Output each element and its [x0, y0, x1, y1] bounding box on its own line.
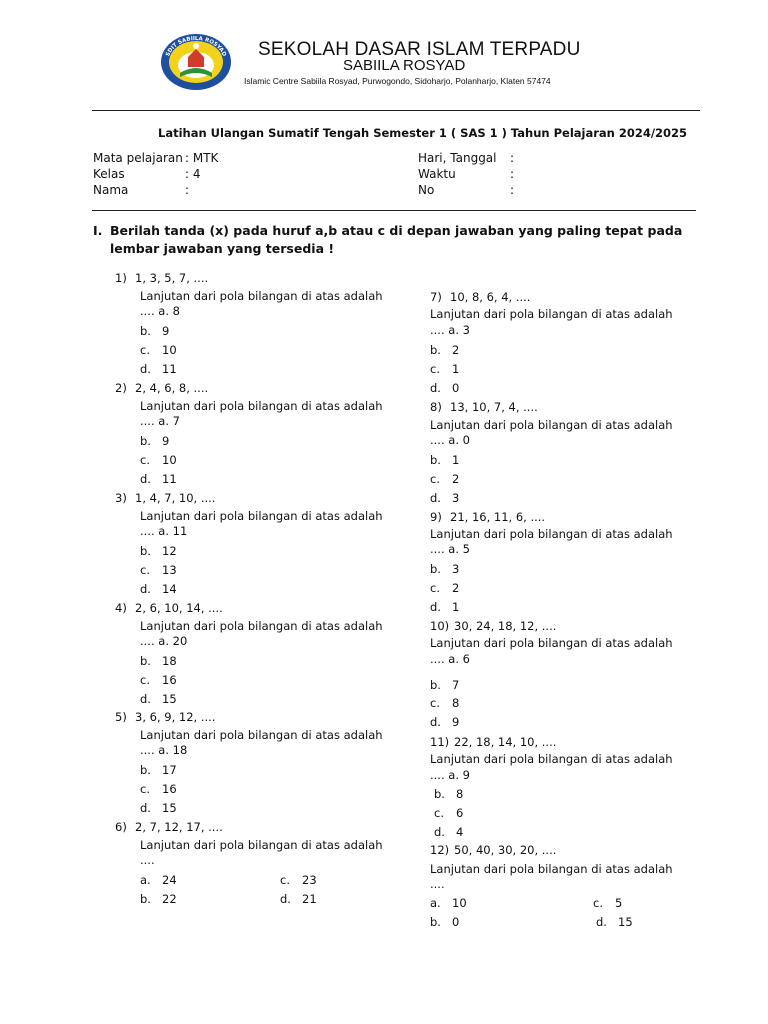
- question-text: Lanjutan dari pola bilangan di atas adalah: [430, 752, 673, 766]
- option-letter: c.: [430, 362, 440, 376]
- question-text: Lanjutan dari pola bilangan di atas adalah: [430, 862, 673, 876]
- info-value-subject: : MTK: [185, 151, 219, 165]
- question-number: 4): [115, 601, 127, 615]
- option-letter: b.: [140, 544, 151, 558]
- option-value: 16: [162, 673, 177, 687]
- question-continuation: .... a. 20: [140, 634, 188, 648]
- school-logo: [160, 33, 232, 91]
- option-value: 9: [162, 324, 170, 338]
- option-letter: c.: [430, 696, 440, 710]
- option-value: 18: [162, 654, 177, 668]
- option-letter: c.: [430, 581, 440, 595]
- question-text: Lanjutan dari pola bilangan di atas adalah: [140, 399, 383, 413]
- question-continuation: ....: [140, 853, 155, 867]
- question-continuation: .... a. 18: [140, 743, 188, 757]
- question-continuation: .... a. 7: [140, 414, 180, 428]
- option-letter: b.: [140, 763, 151, 777]
- info-label-date: Hari, Tanggal: [418, 151, 497, 165]
- question-continuation: .... a. 5: [430, 542, 470, 556]
- question-sequence: 2, 6, 10, 14, ....: [135, 601, 223, 615]
- question-number: 10): [430, 619, 450, 633]
- option-value: 12: [162, 544, 177, 558]
- option-letter: d.: [280, 892, 291, 906]
- info-label-class: Kelas: [93, 167, 125, 181]
- option-value: 1: [452, 453, 460, 467]
- header-divider: [92, 110, 700, 111]
- school-address: Islamic Centre Sabiila Rosyad, Purwogondo, Sidoharjo, Polanharjo, Klaten 57474: [244, 76, 551, 86]
- question-sequence: 50, 40, 30, 20, ....: [454, 843, 557, 857]
- question-text: Lanjutan dari pola bilangan di atas adalah: [430, 636, 673, 650]
- option-value: 8: [456, 787, 464, 801]
- info-label-time: Waktu: [418, 167, 456, 181]
- option-letter: c.: [593, 896, 603, 910]
- option-value: 2: [452, 343, 460, 357]
- option-value: 13: [162, 563, 177, 577]
- option-value: 4: [456, 825, 464, 839]
- question-text: Lanjutan dari pola bilangan di atas adalah: [430, 418, 673, 432]
- option-letter: d.: [430, 600, 441, 614]
- option-letter: b.: [140, 434, 151, 448]
- question-number: 2): [115, 381, 127, 395]
- option-letter: b.: [430, 678, 441, 692]
- question-sequence: 2, 7, 12, 17, ....: [135, 820, 223, 834]
- question-text: Lanjutan dari pola bilangan di atas adalah: [430, 527, 673, 541]
- option-letter: c.: [430, 472, 440, 486]
- option-letter: d.: [430, 491, 441, 505]
- option-value: 11: [162, 362, 177, 376]
- school-subname: SABIILA ROSYAD: [343, 57, 466, 74]
- question-sequence: 2, 4, 6, 8, ....: [135, 381, 209, 395]
- option-letter: b.: [140, 324, 151, 338]
- question-continuation: .... a. 6: [430, 652, 470, 666]
- option-letter: b.: [430, 343, 441, 357]
- option-value: 8: [452, 696, 460, 710]
- question-text: Lanjutan dari pola bilangan di atas adalah: [140, 728, 383, 742]
- option-letter: d.: [430, 715, 441, 729]
- school-name: SEKOLAH DASAR ISLAM TERPADU: [258, 39, 581, 60]
- option-value: 23: [302, 873, 317, 887]
- option-value: 22: [162, 892, 177, 906]
- option-value: 2: [452, 472, 460, 486]
- option-letter: d.: [596, 915, 607, 929]
- option-letter: d.: [430, 381, 441, 395]
- question-text: Lanjutan dari pola bilangan di atas adalah: [140, 509, 383, 523]
- instruction-line-2: lembar jawaban yang tersedia !: [110, 241, 335, 256]
- question-number: 6): [115, 820, 127, 834]
- option-value: 7: [452, 678, 460, 692]
- question-number: 8): [430, 400, 442, 414]
- option-letter: c.: [140, 673, 150, 687]
- svg-text:SDIT SABIILA ROSYAD: SDIT SABIILA ROSYAD: [165, 35, 227, 58]
- option-letter: a.: [140, 873, 151, 887]
- option-value: 17: [162, 763, 177, 777]
- option-letter: d.: [140, 801, 151, 815]
- question-text: Lanjutan dari pola bilangan di atas adalah: [430, 307, 673, 321]
- exam-title: Latihan Ulangan Sumatif Tengah Semester 1 ( SAS 1 ) Tahun Pelajaran 2024/2025: [158, 126, 688, 140]
- question-number: 5): [115, 710, 127, 724]
- info-label-subject: Mata pelajaran: [93, 151, 183, 165]
- option-value: 2: [452, 581, 460, 595]
- option-value: 5: [615, 896, 623, 910]
- info-label-no: No: [418, 183, 435, 197]
- option-value: 15: [162, 692, 177, 706]
- info-value-date: :: [510, 151, 515, 165]
- option-letter: c.: [140, 343, 150, 357]
- question-sequence: 3, 6, 9, 12, ....: [135, 710, 216, 724]
- question-continuation: .... a. 3: [430, 323, 470, 337]
- option-value: 1: [452, 600, 460, 614]
- option-letter: d.: [140, 472, 151, 486]
- option-letter: c.: [140, 453, 150, 467]
- option-value: 15: [162, 801, 177, 815]
- option-letter: a.: [430, 896, 441, 910]
- option-letter: b.: [434, 787, 445, 801]
- option-value: 11: [162, 472, 177, 486]
- info-value-time: :: [510, 167, 515, 181]
- question-text: Lanjutan dari pola bilangan di atas adalah: [140, 619, 383, 633]
- question-number: 9): [430, 510, 442, 524]
- option-letter: c.: [434, 806, 444, 820]
- question-sequence: 10, 8, 6, 4, ....: [450, 290, 531, 304]
- option-value: 3: [452, 562, 460, 576]
- option-letter: d.: [140, 582, 151, 596]
- info-value-class: : 4: [185, 167, 201, 181]
- option-letter: d.: [140, 692, 151, 706]
- question-sequence: 1, 4, 7, 10, ....: [135, 491, 216, 505]
- info-value-name: :: [185, 183, 190, 197]
- question-sequence: 30, 24, 18, 12, ....: [454, 619, 557, 633]
- question-sequence: 21, 16, 11, 6, ....: [450, 510, 546, 524]
- question-number: 3): [115, 491, 127, 505]
- option-letter: c.: [140, 563, 150, 577]
- option-value: 15: [618, 915, 633, 929]
- question-continuation: .... a. 8: [140, 304, 180, 318]
- question-continuation: .... a. 0: [430, 433, 470, 447]
- question-continuation: .... a. 9: [430, 768, 470, 782]
- question-continuation: ....: [430, 877, 445, 891]
- option-value: 14: [162, 582, 177, 596]
- question-number: 1): [115, 271, 127, 285]
- info-value-no: :: [510, 183, 515, 197]
- option-value: 10: [162, 343, 177, 357]
- option-value: 21: [302, 892, 317, 906]
- option-value: 9: [162, 434, 170, 448]
- option-value: 10: [162, 453, 177, 467]
- option-value: 0: [452, 381, 460, 395]
- option-letter: b.: [430, 453, 441, 467]
- option-value: 16: [162, 782, 177, 796]
- option-value: 9: [452, 715, 460, 729]
- option-value: 10: [452, 896, 467, 910]
- question-number: 7): [430, 290, 442, 304]
- option-value: 3: [452, 491, 460, 505]
- question-sequence: 13, 10, 7, 4, ....: [450, 400, 538, 414]
- instruction-line-1: Berilah tanda (x) pada huruf a,b atau c di depan jawaban yang paling tepat pada: [110, 223, 683, 238]
- question-sequence: 22, 18, 14, 10, ....: [454, 735, 557, 749]
- option-letter: d.: [140, 362, 151, 376]
- question-sequence: 1, 3, 5, 7, ....: [135, 271, 209, 285]
- question-text: Lanjutan dari pola bilangan di atas adalah: [140, 289, 383, 303]
- question-continuation: .... a. 11: [140, 524, 188, 538]
- instruction-number: I.: [93, 223, 103, 238]
- question-text: Lanjutan dari pola bilangan di atas adalah: [140, 838, 383, 852]
- info-divider: [92, 210, 696, 211]
- option-letter: d.: [434, 825, 445, 839]
- option-value: 0: [452, 915, 460, 929]
- option-value: 24: [162, 873, 177, 887]
- question-number: 11): [430, 735, 450, 749]
- option-letter: b.: [140, 892, 151, 906]
- option-letter: b.: [140, 654, 151, 668]
- info-label-name: Nama: [93, 183, 129, 197]
- option-letter: b.: [430, 915, 441, 929]
- option-letter: b.: [430, 562, 441, 576]
- option-letter: c.: [280, 873, 290, 887]
- option-value: 6: [456, 806, 464, 820]
- option-letter: c.: [140, 782, 150, 796]
- option-value: 1: [452, 362, 460, 376]
- question-number: 12): [430, 843, 450, 857]
